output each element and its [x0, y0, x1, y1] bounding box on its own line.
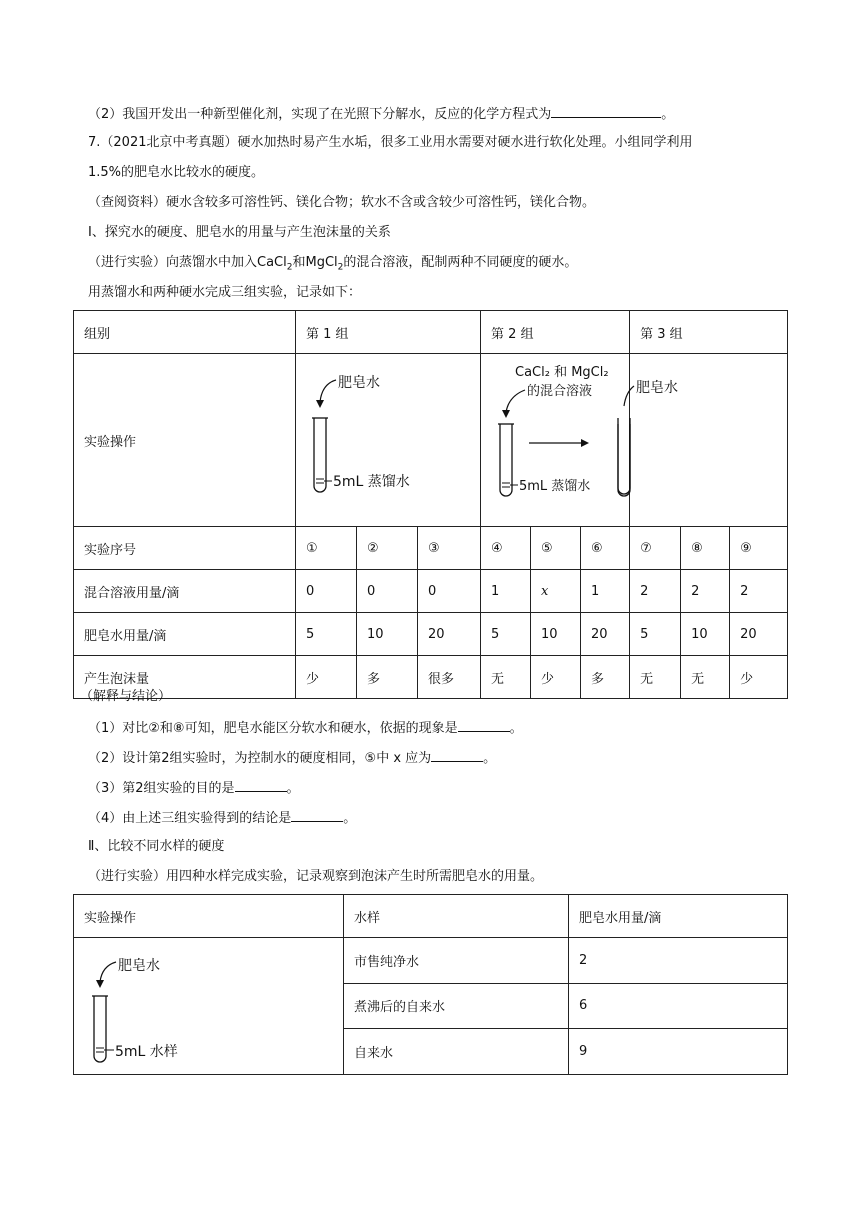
table-cell: 20 — [418, 613, 481, 656]
table-cell: 5 — [296, 613, 357, 656]
section-1-title: Ⅰ、探究水的硬度、肥皂水的用量与产生泡沫量的关系 — [88, 225, 391, 240]
group3-illustration — [630, 354, 788, 527]
table-row — [74, 656, 788, 699]
answer-blank — [291, 808, 343, 822]
water-label: 5mL 蒸馏水 — [333, 474, 410, 490]
group1-illustration — [296, 354, 481, 527]
answer-blank — [235, 778, 287, 792]
experiment-line-3: （进行实验）用四种水样完成实验，记录观察到泡沫产生时所需肥皂水的用量。 — [88, 869, 544, 884]
table-cell: 10 — [531, 613, 581, 656]
table-row — [74, 938, 788, 984]
mix-label-2: 的混合溶液 — [527, 384, 593, 399]
table-cell: ② — [357, 527, 418, 570]
table-cell: 20 — [581, 613, 630, 656]
mgcl-formula: MgCl — [305, 255, 338, 270]
question-7-line-a: 7.（2021北京中考真题）硬水加热时易产生水垢，很多工业用水需要对硬水进行软化处理。小组同学利用 — [88, 135, 693, 150]
row-label: 实验序号 — [74, 527, 296, 570]
header-cell: 水样 — [344, 895, 569, 938]
table2-header-row — [74, 895, 788, 938]
answer-blank — [431, 748, 483, 762]
table-row — [74, 613, 788, 656]
table-cell: ④ — [481, 527, 531, 570]
table-cell: 很多 — [418, 656, 481, 699]
period: 。 — [483, 751, 497, 766]
sample-cell: 煮沸后的自来水 — [344, 983, 569, 1029]
soap-label: 肥皂水 — [118, 958, 160, 974]
table-cell: 1 — [481, 570, 531, 613]
exp-text-b: 的混合溶液，配制两种不同硬度的硬水。 — [343, 255, 578, 270]
table-cell: 多 — [357, 656, 418, 699]
header-cell: 组别 — [74, 311, 296, 354]
row-label: 肥皂水用量/滴 — [74, 613, 296, 656]
answer-blank — [458, 718, 510, 732]
period: 。 — [286, 781, 300, 796]
table-row — [74, 570, 788, 613]
exp-text-a: （进行实验）向蒸馏水中加入 — [88, 255, 258, 270]
q2-text: （2）我国开发出一种新型催化剂，实现了在光照下分解水，反应的化学方程式为 — [88, 107, 552, 122]
sample-cell: 自来水 — [344, 1029, 569, 1075]
arrow-head-icon — [96, 980, 104, 988]
sample-illustration — [74, 938, 344, 1075]
header-cell: 第 1 组 — [296, 311, 481, 354]
c3-text: （3）第2组实验的目的是 — [88, 781, 235, 796]
test-tube-figure-1 — [296, 354, 482, 522]
arrow-head-icon — [316, 400, 324, 408]
q2-end: 。 — [661, 107, 675, 122]
question-7-line-b: 1.5%的肥皂水比较水的硬度。 — [88, 165, 265, 180]
c1-text: （1）对比②和⑧可知，肥皂水能区分软水和硬水，依据的现象是 — [88, 721, 458, 736]
arrow-icon — [100, 962, 116, 982]
table-cell: x — [531, 570, 581, 613]
table1-header-row — [74, 311, 788, 354]
header-cell: 第 3 组 — [630, 311, 788, 354]
experiment-table-1 — [73, 310, 788, 699]
table-cell: ⑤ — [531, 527, 581, 570]
header-cell: 第 2 组 — [481, 311, 630, 354]
amount-cell: 2 — [569, 938, 788, 984]
arrow-icon — [506, 390, 525, 412]
table-cell: 5 — [630, 613, 681, 656]
test-tube-figure-3 — [74, 938, 274, 1070]
table-cell: 2 — [630, 570, 681, 613]
conclusion-4 — [88, 808, 356, 828]
conclusion-1 — [88, 718, 523, 738]
c2-text: （2）设计第2组实验时，为控制水的硬度相同，⑤中 x 应为 — [88, 751, 432, 766]
sample-cell: 市售纯净水 — [344, 938, 569, 984]
table-cell: 10 — [357, 613, 418, 656]
row-label: 产生泡沫量 — [74, 656, 296, 699]
table-cell: ⑥ — [581, 527, 630, 570]
experiment-table-2 — [73, 894, 788, 1075]
table-cell: 1 — [581, 570, 630, 613]
amount-cell: 6 — [569, 983, 788, 1029]
table-cell: 无 — [481, 656, 531, 699]
table-cell: ⑨ — [730, 527, 788, 570]
table-cell: 无 — [681, 656, 730, 699]
table-cell: 0 — [418, 570, 481, 613]
operation-label: 实验操作 — [74, 354, 296, 527]
test-tube-figure-2a — [481, 354, 629, 522]
process-arrow-head-icon — [581, 439, 589, 447]
table-cell: ⑦ — [630, 527, 681, 570]
table-cell: 0 — [296, 570, 357, 613]
amount-cell: 9 — [569, 1029, 788, 1075]
water-label: 5mL 水样 — [115, 1044, 178, 1060]
row-label: 混合溶液用量/滴 — [74, 570, 296, 613]
conclusion-2 — [88, 748, 496, 768]
table-cell: ⑧ — [681, 527, 730, 570]
mix-label-1: CaCl₂ 和 MgCl₂ — [515, 365, 609, 380]
group2-illustration — [481, 354, 630, 527]
table-cell: 5 — [481, 613, 531, 656]
answer-blank — [551, 104, 661, 118]
arrow-head-icon — [502, 410, 510, 418]
soap-label: 肥皂水 — [636, 380, 679, 396]
table-cell: ① — [296, 527, 357, 570]
table-cell: 20 — [730, 613, 788, 656]
table-cell: 2 — [681, 570, 730, 613]
table-cell: 10 — [681, 613, 730, 656]
test-tube-figure-2b — [630, 354, 788, 522]
header-cell: 肥皂水用量/滴 — [569, 895, 788, 938]
table-row — [74, 527, 788, 570]
header-cell: 实验操作 — [74, 895, 344, 938]
conclusion-title: （解释与结论） — [80, 689, 172, 704]
table-cell: 少 — [730, 656, 788, 699]
table1-operation-row — [74, 354, 788, 527]
period: 。 — [343, 811, 357, 826]
experiment-line-2: 用蒸馏水和两种硬水完成三组实验，记录如下： — [88, 285, 362, 300]
table-cell: 无 — [630, 656, 681, 699]
table-cell: 2 — [730, 570, 788, 613]
cacl-formula: CaCl — [257, 255, 287, 270]
c4-text: （4）由上述三组实验得到的结论是 — [88, 811, 292, 826]
soap-label: 肥皂水 — [338, 375, 380, 391]
and-text: 和 — [292, 255, 306, 270]
section-2-title: Ⅱ、比较不同水样的硬度 — [88, 839, 225, 854]
water-label: 5mL 蒸馏水 — [519, 479, 591, 494]
table-cell: 少 — [296, 656, 357, 699]
period: 。 — [509, 721, 523, 736]
reference-line: （查阅资料）硬水含较多可溶性钙、镁化合物；软水不含或含较少可溶性钙，镁化合物。 — [88, 195, 596, 210]
question-2-line — [88, 104, 674, 124]
arrow-icon — [320, 380, 336, 402]
table-cell: 0 — [357, 570, 418, 613]
table-cell: 多 — [581, 656, 630, 699]
table-cell: ③ — [418, 527, 481, 570]
table-cell: 少 — [531, 656, 581, 699]
conclusion-3 — [88, 778, 300, 798]
experiment-line: （进行实验）向蒸馏水中加入CaCl$_2$和MgCl$_2$的混合溶液，配制两种不同硬度的硬水。 — [88, 255, 578, 273]
